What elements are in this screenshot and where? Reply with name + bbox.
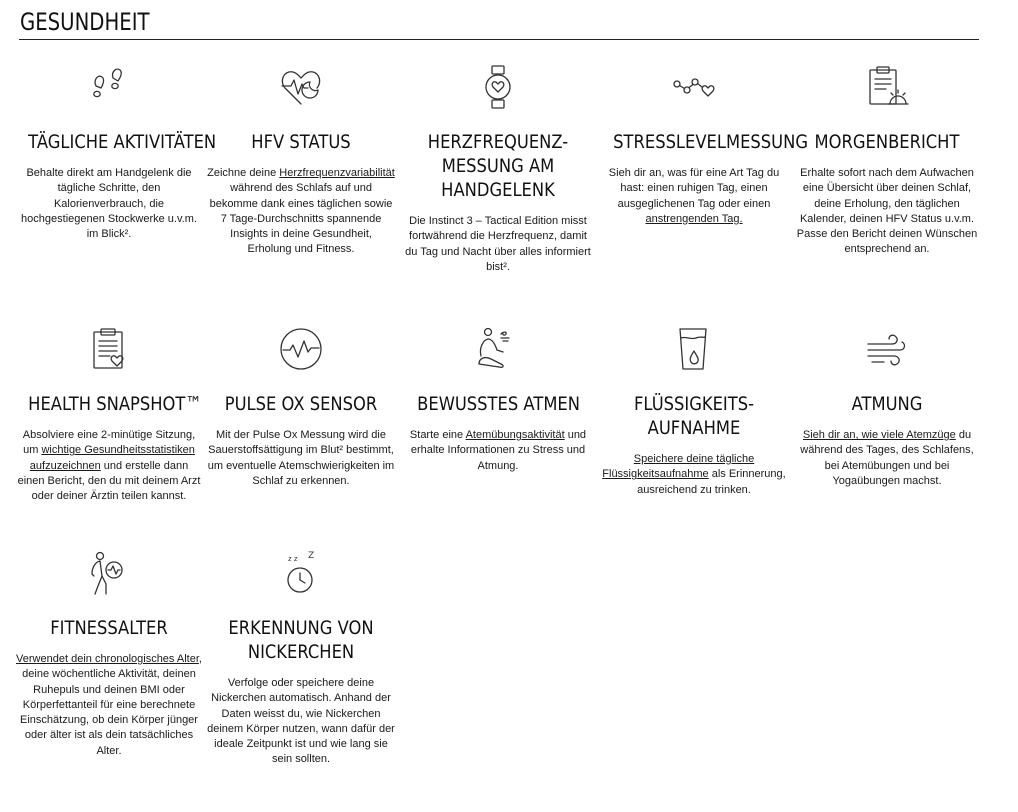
feature-description-text: und erstelle dann einen Bericht, den du mit deinem Arzt oder deiner Ärztin teilen kannst. [17,459,201,503]
feature-title-line: MORGENBERICHT [814,131,960,153]
feature-card [404,64,592,275]
feature-description [207,428,395,489]
feature-card [207,550,395,768]
feature-title [613,392,775,440]
feature-description-text: und erhalte Informationen zu Stress und Atmung. [410,429,587,472]
feature-description [793,428,981,489]
feature-card [793,326,981,489]
feature-link[interactable]: wichtige Gesundheitsstatistiken aufzuzeichnen [29,444,195,472]
stress-chain-icon [671,64,717,110]
feature-title-line: STRESSLEVELMESSUNG [613,131,808,153]
feature-title-line: PULSE OX SENSOR [224,393,378,415]
feature-title [28,392,202,416]
feature-description [600,166,788,227]
feature-title-line: FITNESSALTER [50,617,168,639]
feature-description [15,428,203,504]
nap-clock-icon [278,550,324,596]
feature-link[interactable]: Atemübungsaktivität [465,429,565,441]
feature-description-text: Verfolge oder speichere deine Nickerchen automatisch. Anhand der Daten weisst du, wie Nickerchen deinem Körper nutzen, wann dafür der ideale Zeitpunkt ist und wie lang sie sein sollten. [207,677,395,766]
feature-description-text: als Erinnerung, ausreichend zu trinken. [637,468,786,496]
clipboard-sunrise-icon [864,64,910,110]
feature-card [15,326,203,504]
feature-title-line: MESSUNG AM [441,155,555,177]
feature-title [806,392,968,416]
section-divider [19,39,979,40]
section-title: GESUNDHEIT [20,8,150,36]
feature-link[interactable]: anstrengenden Tag. [645,212,743,225]
water-glass-icon [671,326,717,372]
feature-description-text: während des Schlafs auf und bekomme dank eines täglichen sowie 7 Tage-Durchschnitts spannende Insights in deine Gesundheit, Erholung und Fitness. [209,182,393,256]
feature-description-text: , deine wöchentliche Aktivität, deinen Ruhepuls und deinen BMI oder Körperfettanteil für eine berechnete Einschätzung, ob dein Körper jünger oder älter ist als dein tatsächliches Alter. [20,653,202,757]
svg-text:Z: Z [308,551,315,561]
feature-description-text: Zeichne deine [207,167,280,179]
feature-description [15,652,203,759]
feature-link[interactable]: Sieh dir an, wie viele Atemzüge [802,429,956,441]
feature-title [613,130,808,154]
feature-title-line: TÄGLICHE AKTIVITÄTEN [28,131,217,153]
feature-description [404,428,592,474]
feature-card [15,64,217,242]
feature-card [404,326,592,474]
watch-heart-icon [475,64,521,110]
feature-description-text: du während des Tages, des Schlafens, bei Atemübungen und bei Yogaübungen machst. [800,429,974,487]
feature-title-line: HANDGELENK [441,179,555,201]
feature-title [220,392,382,416]
feature-card [600,326,788,498]
feature-description-text: Die Instinct 3 – Tactical Edition misst fortwährend die Herzfrequenz, damit du Tag und Nacht über alles informiert bist². [405,215,591,273]
feature-card [793,64,981,258]
feature-title [220,130,382,154]
feature-description-text: Starte eine [409,429,466,441]
fitness-age-icon [86,550,132,596]
feature-title [28,130,217,154]
feature-title [28,616,190,640]
feature-title-line: HEALTH SNAPSHOT™ [28,393,202,415]
feature-title-line: FLÜSSIGKEITS- [634,393,754,415]
feature-link[interactable]: Speichere deine tägliche Flüssigkeitsaufnahme [602,453,755,481]
feature-title [806,130,968,154]
feature-title-line: ERKENNUNG VON [228,617,374,639]
feature-title-line: NICKERCHEN [247,641,355,663]
feature-title-line: HFV STATUS [251,131,351,153]
feature-link[interactable]: Verwendet dein chronologisches Alter [16,653,199,665]
feature-description-text: Behalte direkt am Handgelenk die tägliche Schritte, den Kalorienverbrauch, die hochgestiegenen Stockwerke u.v.m. im Blick². [21,167,197,241]
footprints-icon [86,64,132,110]
feature-description [207,676,395,768]
pulse-ox-icon [278,326,324,372]
feature-title-line: ATMUNG [851,393,923,415]
wind-icon [864,326,910,372]
feature-title-line: BEWUSSTES ATMEN [417,393,580,415]
feature-description [600,452,788,498]
feature-title [417,392,579,416]
feature-description [207,166,395,258]
feature-card [15,550,203,759]
heart-moon-icon [278,64,324,110]
feature-description-text: Erhalte sofort nach dem Aufwachen eine Übersicht über deinen Schlaf, deine Erholung, den täglichen Kalender, deinen HFV Status u.v.m. Passe den Bericht deinen Wünschen entsprechend an. [796,167,978,256]
feature-title [220,616,382,664]
feature-link[interactable]: Herzfrequenzvariabilität [279,167,395,179]
feature-title-line: HERZFREQUENZ- [427,131,569,153]
feature-description [793,166,981,258]
feature-description-text: Sieh dir an, was für eine Art Tag du hast: einen ruhigen Tag, einen ausgeglichenen Tag oder einen [608,167,780,210]
feature-title-line: AUFNAHME [647,417,741,439]
clipboard-heart-icon [86,326,132,372]
meditation-icon [475,326,521,372]
feature-title [417,130,579,202]
feature-card [207,64,395,258]
feature-description [404,214,592,275]
feature-card [600,64,808,227]
svg-text:z z: z z [288,555,298,563]
feature-description [15,166,203,242]
feature-description-text: Mit der Pulse Ox Messung wird die Sauerstoffsättigung im Blut² bestimmt, um eventuelle Atemschwierigkeiten im Schlaf zu erkennen. [207,429,395,487]
feature-description-text: Absolviere eine 2-minütige Sitzung, um [22,429,196,457]
feature-card [207,326,395,489]
